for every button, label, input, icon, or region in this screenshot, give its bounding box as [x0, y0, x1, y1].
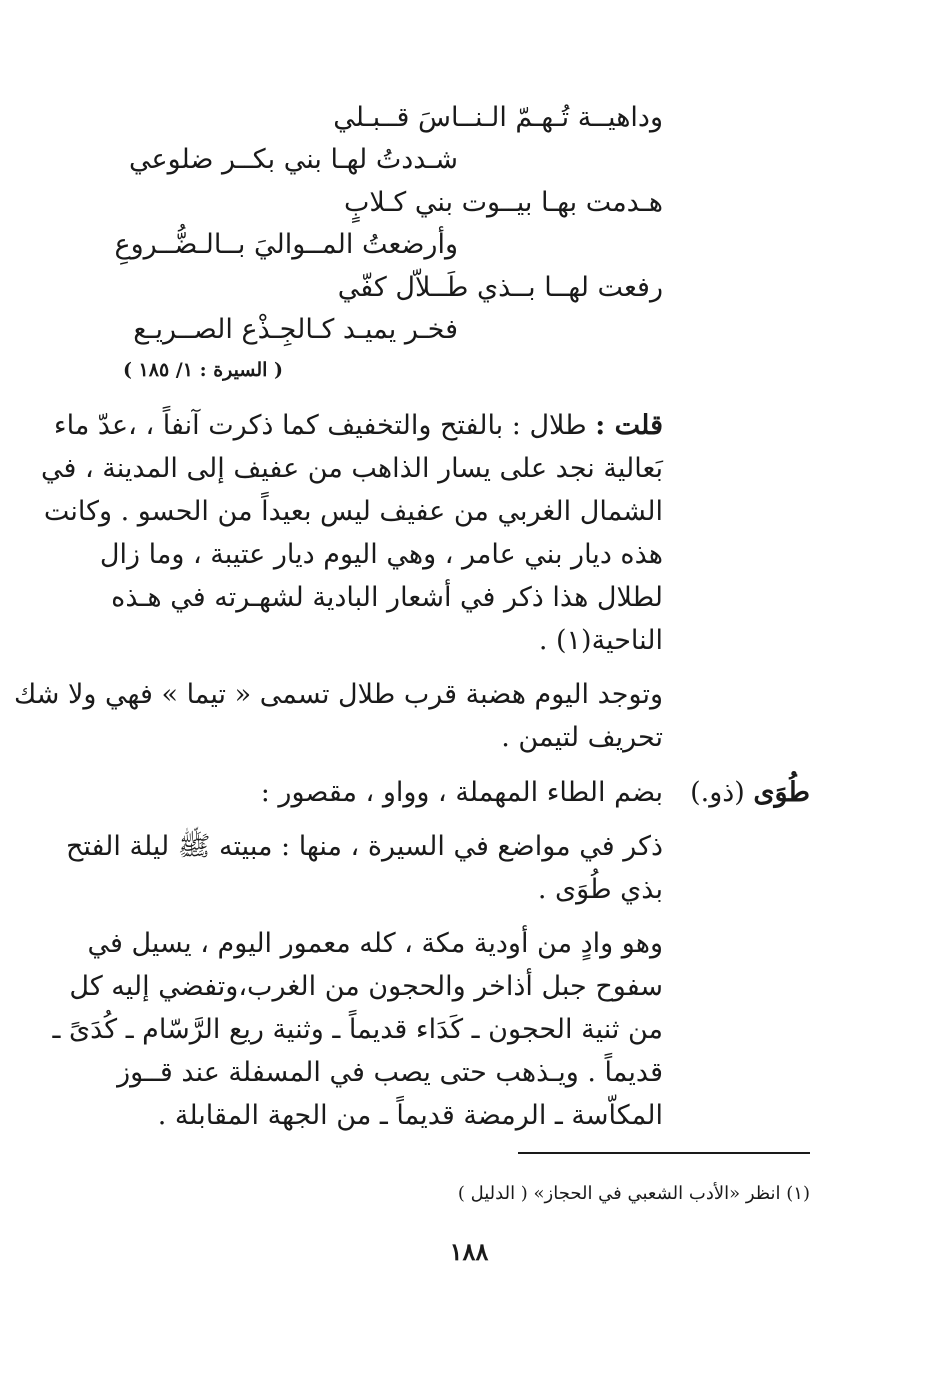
entry-heading	[690, 773, 810, 813]
footnote: (١) انظر «الأدب الشعبي في الحجاز» ( الدليل )	[457, 1183, 810, 1204]
poem-line: وأرضعتُ المــواليَ بــالـضُّــروعِ	[114, 229, 458, 260]
entry-para2-line: قديماً . ويـذهب حتى يصب في المسفلة عند قــوز	[117, 1057, 663, 1088]
entry-qualifier: (ذو.)	[690, 777, 745, 808]
entry-term: طُوَى	[753, 777, 810, 808]
tayma-line: وتوجد اليوم هضبة قرب طلال تسمى « تيما » فهي ولا شك	[14, 679, 663, 710]
commentary-keyword: قلت :	[595, 410, 663, 441]
poem-line: شـددتُ لهـا بني بكــر ضلوعي	[128, 144, 458, 175]
poem-line: هـدمت بهـا بيــوت بني كـلابٍ	[343, 187, 663, 218]
page-number: ١٨٨	[449, 1237, 489, 1266]
commentary-line: الناحية(١) .	[538, 625, 663, 656]
entry-para2-line: وهو وادٍ من أودية مكة ، كله معمور اليوم ، يسيل في	[87, 928, 663, 959]
commentary-line: لطلال هذا ذكر في أشعار البادية لشهـرته في هـذه	[111, 582, 663, 613]
commentary-line: بَعالية نجد على يسار الذاهب من عفيف إلى المدينة ، في	[40, 453, 663, 484]
entry-pronunciation: بضم الطاء المهملة ، وواو ، مقصور :	[260, 777, 663, 808]
tayma-line: تحريف لتيمن .	[501, 722, 663, 753]
entry-para2-line: المكاّسة ـ الرمضة قديماً ـ من الجهة المقابلة .	[157, 1100, 663, 1131]
commentary-line: الشمال الغربي من عفيف ليس بعيداً من الحسو . وكانت	[43, 496, 663, 527]
entry-para2-line: سفوح جبل أذاخر والحجون من الغرب،وتفضي إليه كل	[69, 971, 663, 1002]
entry-para1-line: بذي طُوَى .	[537, 874, 663, 905]
commentary-line	[53, 406, 663, 446]
commentary-line: هذه ديار بني عامر ، وهي اليوم ديار عتيبة ، وما زال	[99, 539, 663, 570]
poem-line: رفعت لهــا بــذي طَــلاّل كفّي	[337, 272, 663, 303]
poem-line: فخـر يميـد كـالجِـذْع الصــريـع	[133, 314, 458, 345]
poem-citation: ( السيرة : ١/ ١٨٥ )	[122, 359, 283, 381]
footnote-divider	[518, 1152, 810, 1154]
entry-para1-line: ذكر في مواضع في السيرة ، منها : مبيته ﷺ ليلة الفتح	[65, 831, 663, 862]
entry-para2-line: من ثنية الحجون ـ كَدَاء قديماً ـ وثنية ريع الرَّسّام ـ كُدَىً ـ	[52, 1014, 663, 1045]
commentary-text: طلال : بالفتح والتخفيف كما ذكرت آنفاً ، ،عدّ ماء	[53, 410, 587, 441]
poem-line: وداهيــة تُـهـمّ الـنــاسَ قــبـلي	[333, 102, 663, 133]
